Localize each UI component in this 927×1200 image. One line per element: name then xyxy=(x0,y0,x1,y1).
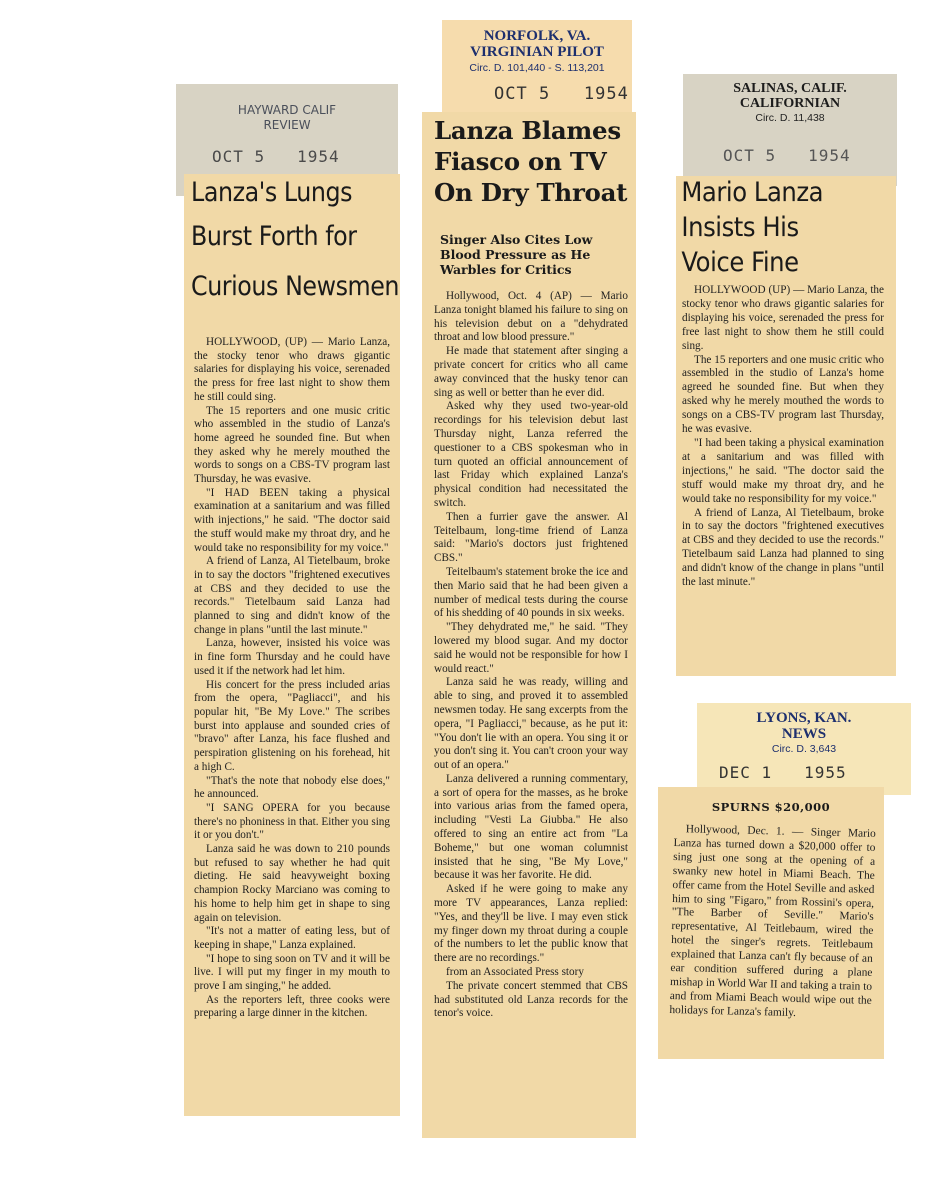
clip3-paragraph: The 15 reporters and one music critic who assembled in the studio of Lanza's home agreed he sounded fine. But when they asked why he merely mouthed the words to songs on a CBS-TV program last Thursday, he was evasive. xyxy=(682,353,884,436)
clip2-headline-line2: Fiasco on TV xyxy=(434,147,607,176)
clip4-paragraph: Hollywood, Dec. 1. — Singer Mario Lanza has turned down a $20,000 offer to sing just one song at the opening of a swanky new hotel in Miami Beach. The offer came from the Hotel Seville and asked him to sing "Figaro," from Rossini's opera, "The Barber of Seville." Mario's representative, Al Teitlebaum, wired the hotel the singer's regrets. Teitlebaum explained that Lanza can't fly because of an ear condition suffered during a plane mishap in World War II and taking a train to and from Miami Beach would wipe out the holidays for Lanza's family. xyxy=(669,823,876,1019)
clip4-body xyxy=(669,823,876,1023)
clip1-paragraph: "I SANG OPERA for you because there's no phoniness in that. Either you sing it or you don't." xyxy=(194,801,390,842)
clip1-paragraph: "I hope to sing soon on TV and it will be live. I will put my finger in my mouth to prove I am singing," he added. xyxy=(194,952,390,993)
clip3-source-line2: CALIFORNIAN xyxy=(739,95,841,111)
clip3-circulation: Circ. D. 11,438 xyxy=(755,112,825,125)
clip4-source-slip xyxy=(697,703,911,795)
clip2-paragraph: Hollywood, Oct. 4 (AP) — Mario Lanza tonight blamed his failure to sing on his television debut on a "dehydrated throat and low blood pressure." xyxy=(434,290,628,344)
clip2-body xyxy=(434,290,628,1021)
clip2-headline xyxy=(422,112,636,211)
clip2-paragraph: He made that statement after singing a private concert for critics who all came away convinced that the husky tenor can sing as well or better than he ever did. xyxy=(434,345,628,399)
clip1-paragraph: His concert for the press included arias from the opera, "Pagliacci", and his popular hit, "Be My Love." The scribes burst into applause and sounded cries of "bravo" after Lanza, his face flushed and perspiration glistening on his forehead, hit a high C. xyxy=(194,678,390,773)
clip3-body xyxy=(682,284,884,590)
clip2-subhead: Singer Also Cites Low Blood Pressure as He Warbles for Critics xyxy=(440,232,593,277)
clip1-headline xyxy=(184,174,400,316)
clip1-paragraph: The 15 reporters and one music critic who assembled in the studio of Lanza's home agreed he sounded fine. But when they asked why he merely mouthed the words to songs on a CBS-TV program last Thursday, he was evasive. xyxy=(194,404,390,486)
clip3-headline-line1: Mario Lanza xyxy=(681,177,824,208)
clip1-paragraph: "It's not a matter of eating less, but of keeping in shape," Lanza explained. xyxy=(194,925,390,951)
clip3-paragraph: HOLLYWOOD (UP) — Mario Lanza, the stocky tenor who draws gigantic salaries for displaying his voice, serenaded the press for free last night to show them he still could sing. xyxy=(682,284,884,352)
clip4-circulation: Circ. D. 3,643 xyxy=(771,742,837,755)
clip2-paragraph: Then a furrier gave the answer. Al Teitelbaum, long-time friend of Lanza said: "Mario's doctors just frightened CBS." xyxy=(434,510,628,565)
clip1-paragraph: "I HAD BEEN taking a physical examination at a sanitarium and was filled with injections," he said. "The doctor said the stuff would make my throat dry, and he would take no responsibility for my voice." xyxy=(194,486,390,554)
clip1-date-stamp: OCT 5 1954 xyxy=(212,147,340,166)
clip2-source-line1: NORFOLK, VA. xyxy=(483,28,591,44)
clip3-article xyxy=(676,176,896,676)
clip4-source-line2: NEWS xyxy=(781,725,827,742)
clip3-source-name xyxy=(683,82,897,111)
clip2-article xyxy=(422,112,636,1138)
clip2-source-slip xyxy=(442,20,632,120)
clip4-date-stamp: DEC 1 1955 xyxy=(719,763,847,782)
clip3-source-slip xyxy=(683,74,897,186)
clip4-source-name xyxy=(697,711,911,743)
clip1-headline-line3: Curious Newsmen xyxy=(191,271,400,302)
clip1-headline-line2: Burst Forth for xyxy=(191,221,357,252)
clip1-source-name xyxy=(176,104,398,131)
clip3-source-line1: SALINAS, CALIF. xyxy=(733,81,847,96)
clip2-paragraph: The private concert stemmed that CBS had substituted old Lanza records for the tenor's voice. xyxy=(434,979,628,1020)
clip2-paragraph: Asked why they used two-year-old recordings for his television debut last Thursday night, Lanza referred the questioner to a CBS spokesman who in turn quoted an official announcement of last Friday which explained Lanza's physical condition had necessitated the switch. xyxy=(434,400,628,509)
clip3-paragraph: A friend of Lanza, Al Tietelbaum, broke in to say the doctors "frightened executives at CBS and they decided to use the records." Tietelbaum said Lanza had planned to sing and didn't know of the change in plans "until the last minute." xyxy=(682,506,884,589)
clip2-paragraph: Asked if he were going to make any more TV appearances, Lanza replied: "Yes, and they'll be live. I may even stick my finger down my throat during a couple of the numbers to let the public know that there are no recordings." xyxy=(434,883,628,965)
clip4-headline: SPURNS $20,000 xyxy=(711,800,831,814)
clip2-source-name xyxy=(442,29,632,61)
clip1-source-line2: REVIEW xyxy=(263,117,311,132)
clip2-headline-line1: Lanza Blames xyxy=(434,116,621,145)
clip2-paragraph: "They dehydrated me," he said. "They lowered my blood sugar. And my doctor said he would not be responsible for how I would react." xyxy=(434,621,628,675)
clip2-paragraph: Lanza said he was ready, willing and able to sing, and proved it to assembled newsmen today. He sang excerpts from the opera, "I Pagliacci," because, as he put it: "You don't lie with an opera. You sing it or you don't sing it. You can't croon your way out of an opera." xyxy=(434,676,628,772)
clip2-headline-line3: On Dry Throat xyxy=(434,178,628,207)
clip2-paragraph: from an Associated Press story xyxy=(446,966,584,979)
clip1-paragraph: Lanza said he was down to 210 pounds but refused to say whether he had quit dieting. He said heavyweight boxing champion Rocky Marciano was coming to his home to help him get in shape to sing again on television. xyxy=(194,843,390,924)
clip1-paragraph: A friend of Lanza, Al Tietelbaum, broke in to say the doctors "frightened executives at CBS and they decided to use the records." Tietelbaum said Lanza had planned to sing and didn't know of the change in plans "until the last minute." xyxy=(194,555,390,636)
clip3-headline-line2: Insists His xyxy=(681,212,799,243)
clip1-paragraph: As the reporters left, three cooks were preparing a large dinner in the kitchen. xyxy=(194,993,390,1020)
clip1-paragraph: Lanza, however, insisted his voice was in fine form Thursday and he could have used it if the network had let him. xyxy=(194,637,390,677)
clip2-paragraph: Teitelbaum's statement broke the ice and then Mario said that he had been given a number of medical tests during the course of his shedding of 40 pounds in six weeks. xyxy=(434,565,628,620)
clip1-body xyxy=(194,336,390,1021)
clip1-paragraph: "That's the note that nobody else does," he announced. xyxy=(194,774,390,801)
clip2-paragraph: Lanza delivered a running commentary, a sort of opera for the masses, as he broke into various arias from the famed opera, including "Vesti La Giubba." He also offered to sing an entire act from "La Boheme," but one woman columnist insisted that he sing, "Be My Love," because it was her favorite. He did. xyxy=(434,772,628,882)
clip2-date-stamp: OCT 5 1954 xyxy=(494,84,629,104)
clip2-source-line2: VIRGINIAN PILOT xyxy=(470,43,604,60)
clip1-paragraph: HOLLYWOOD, (UP) — Mario Lanza, the stocky tenor who draws gigantic salaries for displaying his voice, serenaded the press for free last night to show them he still could sing. xyxy=(194,336,390,403)
clip3-headline xyxy=(676,176,896,283)
clip4-article xyxy=(658,787,884,1059)
clip4-source-line1: LYONS, KAN. xyxy=(756,710,852,726)
clip1-source-line1: HAYWARD CALIF xyxy=(237,103,337,117)
clip3-paragraph: "I had been taking a physical examination at a sanitarium and was filled with injections," he said. "The doctor said the stuff would make my throat dry, and he would take no responsibility for my voice." xyxy=(682,436,884,505)
clip2-circulation: Circ. D. 101,440 - S. 113,201 xyxy=(469,61,605,74)
clip3-date-stamp: OCT 5 1954 xyxy=(723,146,851,165)
clip1-article xyxy=(184,174,400,1116)
clip1-headline-line1: Lanza's Lungs xyxy=(191,177,353,208)
clip3-headline-line3: Voice Fine xyxy=(681,247,799,278)
